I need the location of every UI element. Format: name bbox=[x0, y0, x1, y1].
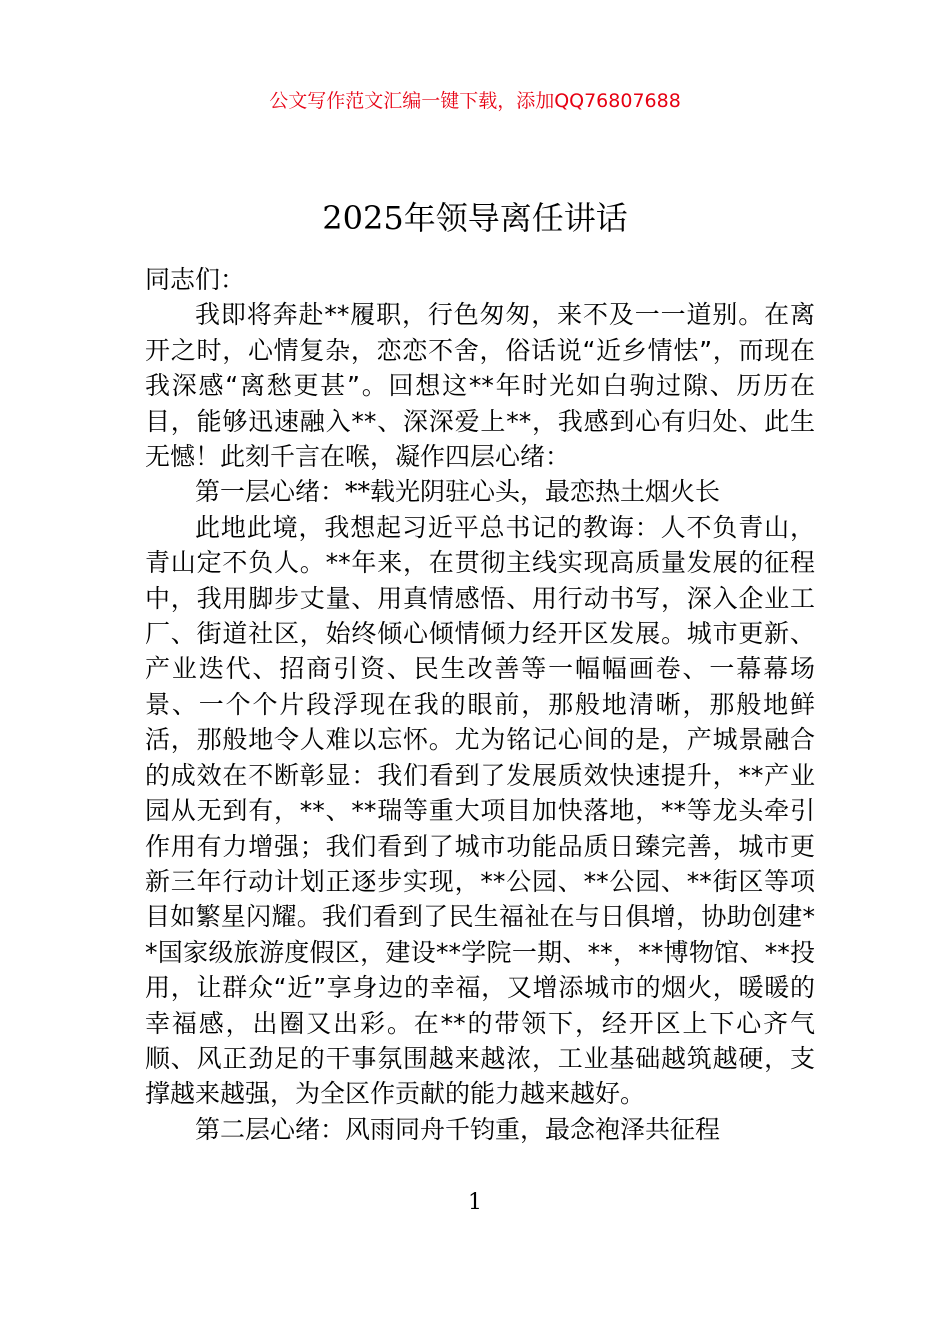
document-body bbox=[145, 262, 815, 1147]
salutation: 同志们： bbox=[145, 265, 246, 294]
section-heading-2: 第二层心绪：风雨同舟千钧重，最念袍泽共征程 bbox=[195, 1114, 721, 1144]
section-heading-1: 第一层心绪：**载光阴驻心头，最恋热土烟火长 bbox=[195, 477, 721, 507]
page-number: 1 bbox=[468, 1190, 482, 1215]
paragraph-intro: 我即将奔赴**履职，行色匆匆，来不及一一道别。在离开之时，心情复杂，恋恋不舍，俗话说“近乡情怯”，而现在我深感“离愁更甚”。回想这**年时光如白驹过隙、历历在目，能够迅速融入**、深深爱上**，我感到心有归处、此生无憾！此刻千言在喉，凝作四层心绪： bbox=[145, 300, 815, 472]
download-banner: 公文写作范文汇编一键下载，添加QQ76807688 bbox=[269, 90, 681, 112]
document-title: 2025年领导离任讲话 bbox=[322, 199, 628, 238]
paragraph-section-1: 此地此境，我想起习近平总书记的教诲：人不负青山，青山定不负人。**年来，在贯彻主线实现高质量发展的征程中，我用脚步丈量、用真情感悟、用行动书写，深入企业工厂、街道社区，始终倾心倾情倾力经开区发展。城市更新、产业迭代、招商引资、民生改善等一幅幅画卷、一幕幕场景、一个个片段浮现在我的眼前，那般地清晰，那般地鲜活，那般地令人难以忘怀。尤为铭记心间的是，产城景融合的成效在不断彰显：我们看到了发展质效快速提升，**产业园从无到有，**、**瑞等重大项目加快落地，**等龙头牵引作用有力增强；我们看到了城市功能品质日臻完善，城市更新三年行动计划正逐步实现，**公园、**公园、**街区等项目如繁星闪耀。我们看到了民生福祉在与日俱增，协助创建**国家级旅游度假区，建设**学院一期、**，**博物馆、**投用，让群众“近”享身边的幸福，又增添城市的烟火，暖暖的幸福感，出圈又出彩。在**的带领下，经开区上下心齐气顺、风正劲足的干事氛围越来越浓，工业基础越筑越硬，支撑越来越强，为全区作贡献的能力越来越好。 bbox=[145, 512, 815, 1109]
